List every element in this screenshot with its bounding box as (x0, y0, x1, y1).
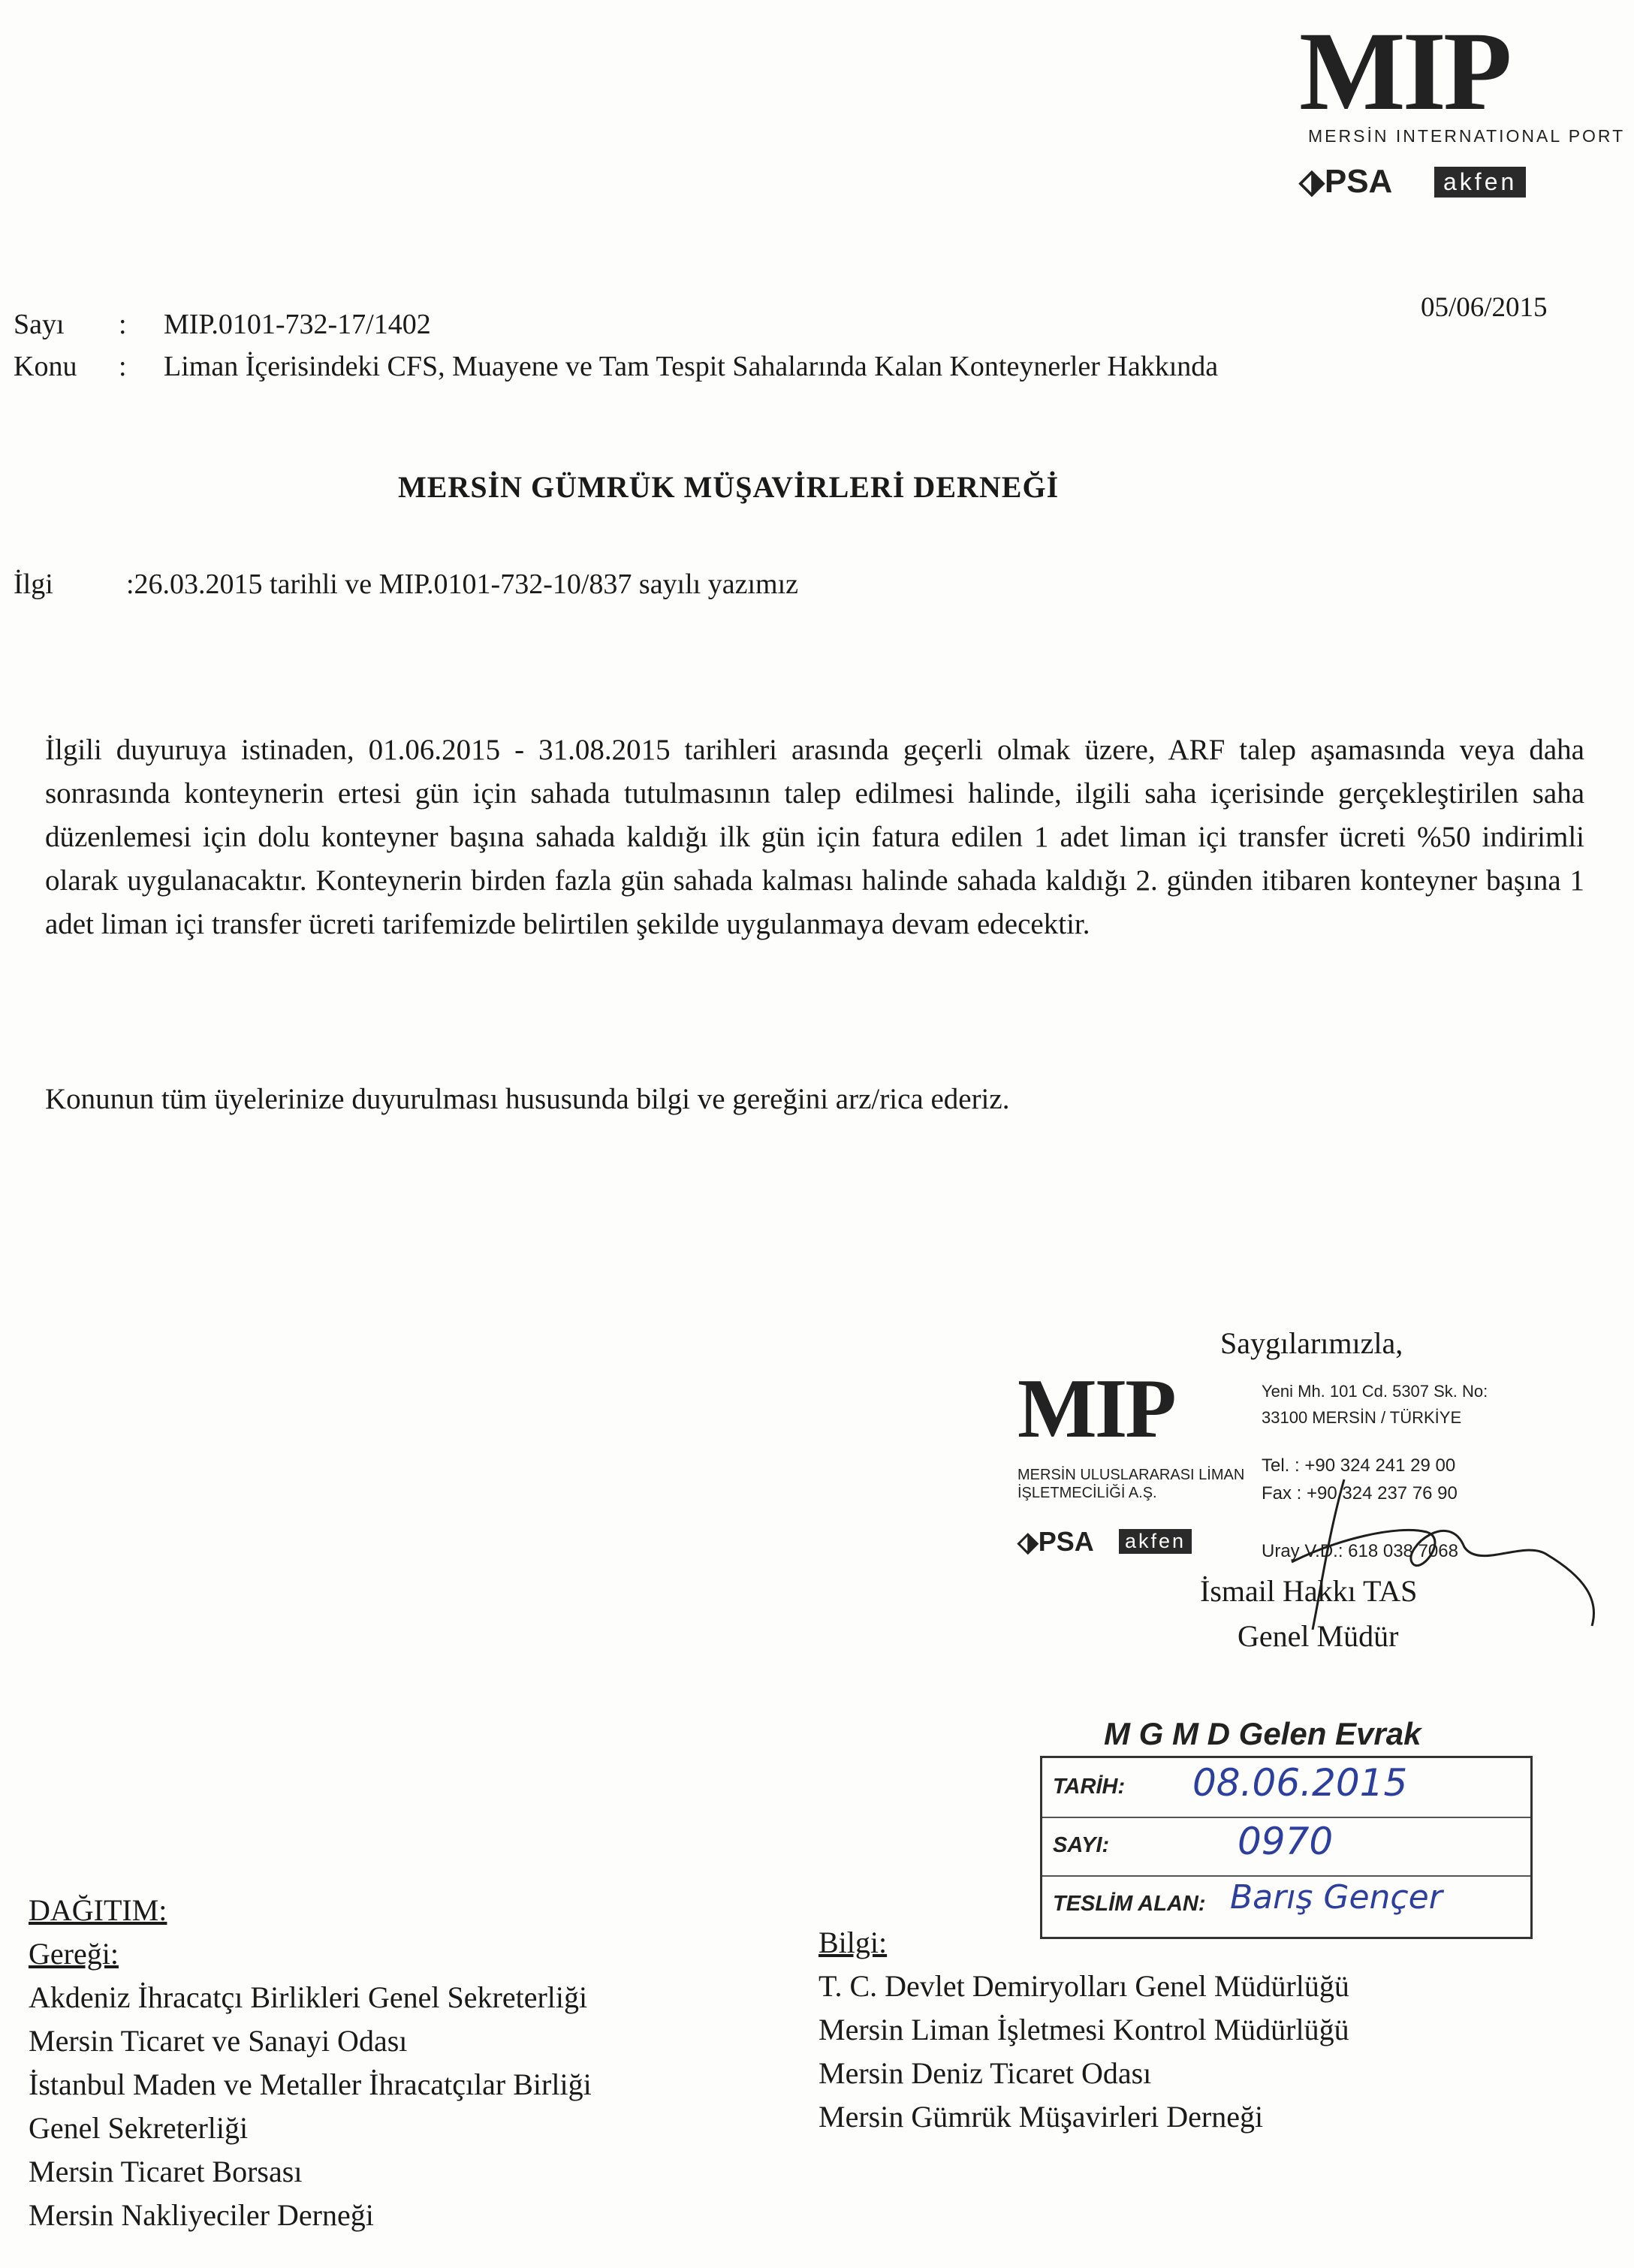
signature-scribble (1277, 1464, 1614, 1637)
address-line-2: 33100 MERSİN / TÜRKİYE (1262, 1408, 1462, 1427)
geregi-list (29, 1976, 592, 2237)
list-item: Mersin Ticaret ve Sanayi Odası (29, 2024, 408, 2058)
address-line-1: Yeni Mh. 101 Cd. 5307 Sk. No: (1262, 1382, 1488, 1401)
konu-value: Liman İçerisindeki CFS, Muayene ve Tam Tespit Sahalarında Kalan Konteynerler Hakkında (164, 351, 1219, 382)
stamp-teslim-label: TESLİM ALAN: (1053, 1892, 1206, 1916)
stamp-row-teslim (1042, 1875, 1530, 1934)
ilgi-row (14, 568, 798, 601)
geregi-heading: Gereği: (29, 1937, 119, 1971)
mip-stamp-logo (1017, 1362, 1245, 1570)
company-name: MERSİN ULUSLARARASI LİMAN İŞLETMECİLİĞİ A.Ş. (1017, 1467, 1245, 1501)
stamp-sayi-label: SAYI: (1053, 1833, 1110, 1857)
ilgi-value: :26.03.2015 tarihli ve MIP.0101-732-10/837 sayılı yazımız (126, 569, 799, 600)
akfen-logo: akfen (1434, 167, 1526, 198)
body-paragraph-2: Konunun tüm üyelerinize duyurulması hususunda bilgi ve gereğini arz/rica ederiz. (45, 1083, 1010, 1115)
list-item: Mersin Gümrük Müşavirleri Derneği (819, 2100, 1264, 2134)
logo-text: MIP (1299, 9, 1509, 134)
stamp-title: M G M D Gelen Evrak (1104, 1716, 1421, 1751)
closing: Saygılarımızla, (1220, 1326, 1403, 1360)
list-item: Akdeniz İhracatçı Birlikleri Genel Sekreterliği (29, 1980, 588, 2014)
psa-swoosh-icon: ⬗ (1017, 1526, 1039, 1557)
stamp-teslim-value: Barış Gençer (1230, 1878, 1443, 1917)
sayi-colon: : (119, 309, 127, 340)
konu-label: Konu (14, 351, 77, 382)
bilgi-list (819, 1965, 1349, 2139)
list-item: Genel Sekreterliği (29, 2111, 249, 2145)
list-item: Mersin Deniz Ticaret Odası (819, 2056, 1152, 2090)
list-item: Mersin Ticaret Borsası (29, 2155, 303, 2188)
psa-logo: ⬗PSA (1299, 163, 1393, 200)
stamp-tarih-value: 08.06.2015 (1192, 1761, 1408, 1805)
distribution-heading: DAĞITIM: (29, 1893, 167, 1927)
stamp-akfen-logo: akfen (1119, 1529, 1192, 1554)
stamp-row-sayi (1042, 1817, 1530, 1877)
mip-logo (1299, 9, 1626, 203)
bilgi-heading: Bilgi: (819, 1926, 888, 1959)
tax-office: Uray V.D.: 618 038 7068 (1262, 1541, 1458, 1561)
list-item: İstanbul Maden ve Metaller İhracatçılar Birliği (29, 2067, 592, 2101)
stamp-sayi-value: 0970 (1238, 1820, 1334, 1863)
stamp-row-tarih (1042, 1758, 1530, 1818)
signatory-name: İsmail Hakkı TAS (1200, 1574, 1418, 1608)
stamp-psa-logo: ⬗PSA (1017, 1526, 1094, 1557)
list-item: Mersin Nakliyeciler Derneği (29, 2198, 374, 2232)
signatory-role: Genel Müdür (1238, 1619, 1399, 1653)
body-paragraph-1: İlgili duyuruya istinaden, 01.06.2015 - 31.08.2015 tarihleri arasında geçerli olmak üzere, ARF talep aşamasında veya daha sonrasında konteynerin ertesi gün için sahada tutulmasının talep edilmesi halinde, ilgili saha içerisinde gerçekleştirilen saha düzenlemesi için dolu konteyner başına sahada kaldığı ilk gün için fatura edilen 1 adet liman içi transfer ücreti %50 indirimli olarak uygulanacaktır. Konteynerin birden fazla gün sahada kalması halinde sahada kaldığı 2. günden itibaren konteyner başına 1 adet liman içi transfer ücreti tarifemizde belirtilen şekilde uygulanmaya devam edecektir. (45, 734, 1584, 940)
addressee-title: MERSİN GÜMRÜK MÜŞAVİRLERİ DERNEĞİ (398, 470, 1060, 504)
konu-colon: : (119, 351, 127, 382)
ilgi-label: İlgi (14, 569, 53, 600)
psa-swoosh-icon: ⬗ (1299, 163, 1325, 200)
stamp-logo-text: MIP (1017, 1362, 1174, 1455)
konu-row (14, 350, 1218, 383)
tel: Tel. : +90 324 241 29 00 (1262, 1455, 1456, 1476)
sayi-label: Sayı (14, 309, 65, 340)
logo-subtitle: MERSİN INTERNATIONAL PORT (1308, 126, 1626, 146)
sayi-row (14, 308, 431, 341)
stamp-tarih-label: TARİH: (1053, 1775, 1126, 1799)
incoming-stamp (1040, 1756, 1533, 1939)
sayi-value: MIP.0101-732-17/1402 (164, 309, 431, 340)
fax: Fax : +90 324 237 76 90 (1262, 1483, 1458, 1503)
list-item: T. C. Devlet Demiryolları Genel Müdürlüğü (819, 1969, 1349, 2003)
list-item: Mersin Liman İşletmesi Kontrol Müdürlüğü (819, 2013, 1349, 2046)
document-date: 05/06/2015 (1421, 292, 1548, 323)
